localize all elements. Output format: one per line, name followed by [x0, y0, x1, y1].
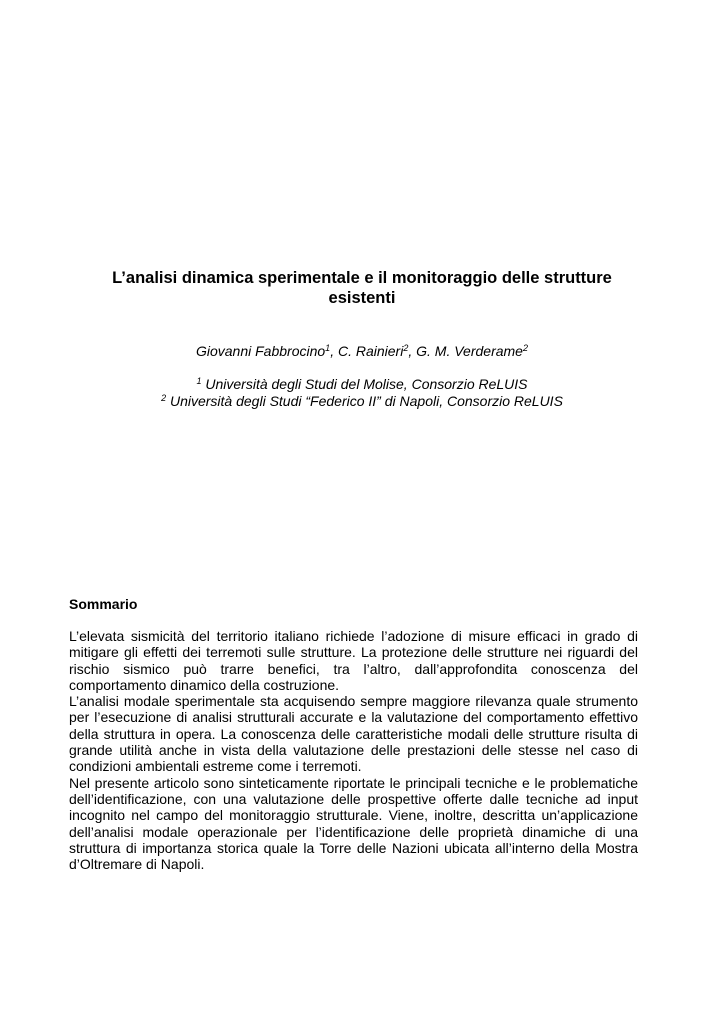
author-separator: , [330, 343, 338, 359]
affiliation-mark: 2 [161, 393, 167, 403]
author-affiliation-mark: 2 [522, 343, 528, 353]
author-separator: , [408, 343, 417, 359]
summary-heading: Sommario [69, 596, 138, 612]
summary-paragraph: L’analisi modale sperimentale sta acquisendo sempre maggiore rilevanza quale strumento per l’esecuzione di analisi strutturali accurate e la valutazione del comportamento effettivo della struttura in opera. La conoscenza delle caratteristiche modali delle strutture risulta di grande utilità anche in vista della valutazione delle prestazioni delle stesse nel caso di condizioni ambientali estreme come i terremoti. [69, 693, 638, 775]
author-name: Giovanni Fabbrocino [195, 343, 326, 359]
affiliation-line [0, 393, 724, 410]
summary-paragraph: Nel presente articolo sono sinteticamente riportate le principali tecniche e le problematiche dell’identificazione, con una valutazione delle prospettive offerte dalle tecniche ad input incognito nel campo del monitoraggio strutturale. Viene, inoltre, descritta un’applicazione dell’analisi modale operazionale per l’identificazione delle proprietà dinamiche di una struttura di importanza storica quale la Torre delle Nazioni ubicata all’interno della Mostra d’Oltremare di Napoli. [69, 774, 638, 873]
author-affiliation-mark: 2 [403, 343, 409, 353]
author-list [0, 342, 724, 360]
author-name: G. M. Verderame [416, 343, 523, 359]
affiliation-line [0, 376, 724, 393]
affiliation-list [0, 376, 724, 410]
affiliation-text: Università degli Studi del Molise, Consorzio ReLUIS [201, 376, 528, 392]
author-name: C. Rainieri [337, 343, 404, 359]
summary-paragraph: L’elevata sismicità del territorio italiano richiede l’adozione di misure efficaci in grado di mitigare gli effetti dei terremoti sulle strutture. La protezione delle strutture nei riguardi del rischio sismico può trarre benefici, tra l’altro, dall’approfondita conoscenza del comportamento dinamico della costruzione. [69, 628, 638, 693]
author-affiliation-mark: 1 [325, 343, 331, 353]
affiliation-text: Università degli Studi “Federico II” di Napoli, Consorzio ReLUIS [166, 393, 563, 409]
affiliation-mark: 1 [196, 376, 202, 386]
summary-body [69, 628, 638, 872]
paper-title: L’analisi dinamica sperimentale e il monitoraggio delle strutture esistenti [112, 269, 612, 307]
